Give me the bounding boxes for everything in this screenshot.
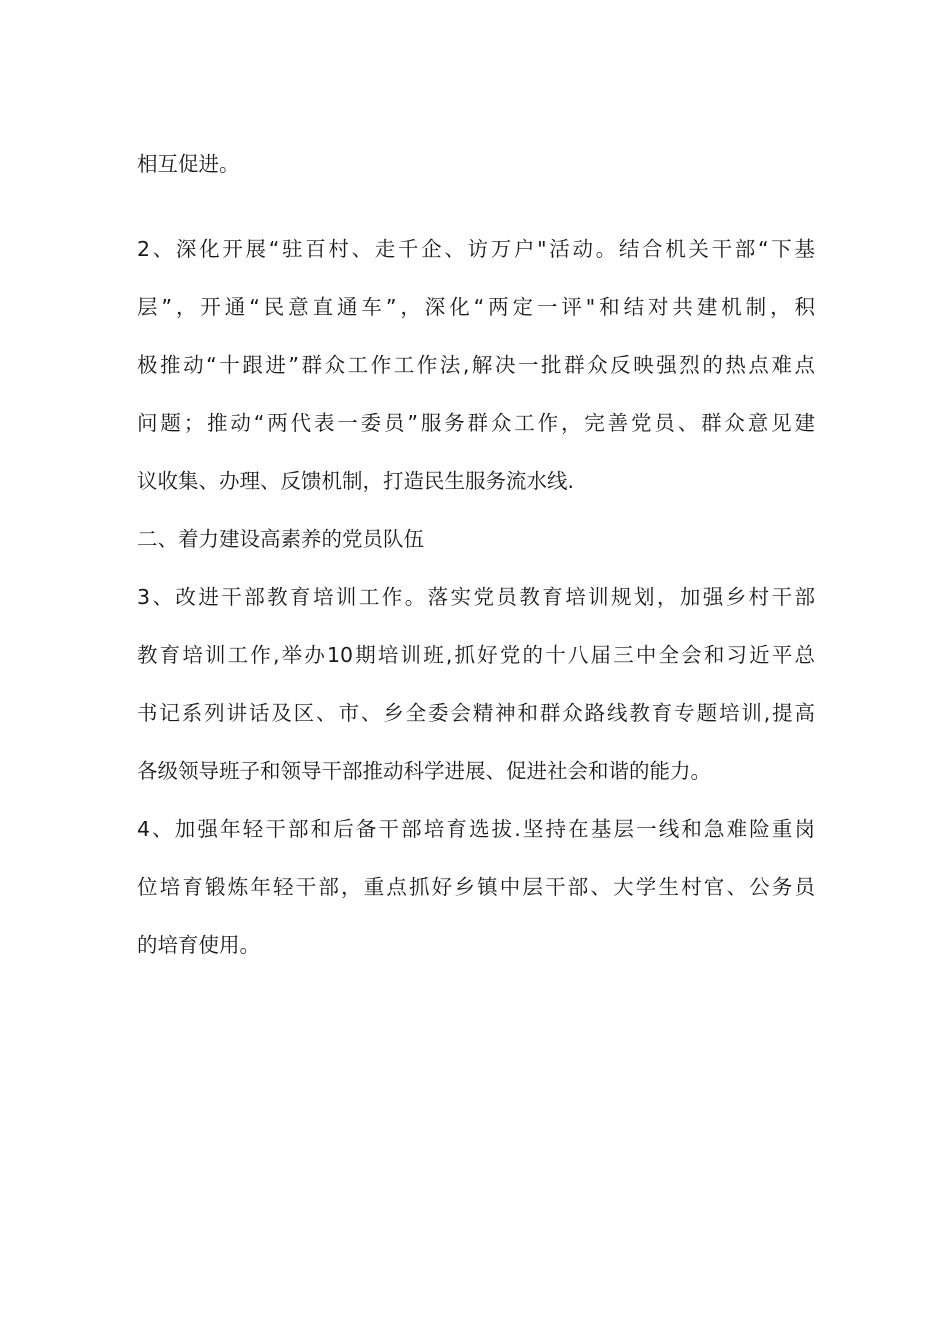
paragraph-4-line-1: 4、加强年轻干部和后备干部培育选拔.坚持在基层一线和急难险重岗 — [137, 817, 815, 841]
document-body — [137, 138, 815, 977]
paragraph-4-line-2: 位培育锻炼年轻干部，重点抓好乡镇中层干部、大学生村官、公务员 — [137, 875, 815, 899]
section-heading: 二、着力建设高素养的党员队伍 — [137, 527, 424, 551]
paragraph-2-line-1: 2、深化开展“驻百村、走千企、访万户"活动。结合机关干部“下基 — [137, 237, 815, 261]
paragraph-3-line-1: 3、改进干部教育培训工作。落实党员教育培训规划，加强乡村干部 — [137, 585, 815, 609]
paragraph-1-line-1: 相互促进。 — [137, 152, 240, 176]
paragraph-3-line-2: 教育培训工作,举办10期培训班,抓好党的十八届三中全会和习近平总 — [137, 643, 815, 667]
paragraph-3-line-4: 各级领导班子和领导干部推动科学进展、促进社会和谐的能力。 — [137, 759, 711, 783]
paragraph-4-line-3: 的培育使用。 — [137, 933, 260, 957]
paragraph-2-line-4: 问题；推动“两代表一委员”服务群众工作，完善党员、群众意见建 — [137, 411, 815, 435]
paragraph-2-line-2: 层”，开通“民意直通车”，深化“两定一评"和结对共建机制，积 — [137, 295, 815, 319]
paragraph-2-line-3: 极推动“十跟进”群众工作工作法,解决一批群众反映强烈的热点难点 — [137, 353, 815, 377]
paragraph-3-line-3: 书记系列讲话及区、市、乡全委会精神和群众路线教育专题培训,提高 — [137, 701, 815, 725]
paragraph-2-line-5: 议收集、办理、反馈机制，打造民生服务流水线. — [137, 469, 575, 493]
